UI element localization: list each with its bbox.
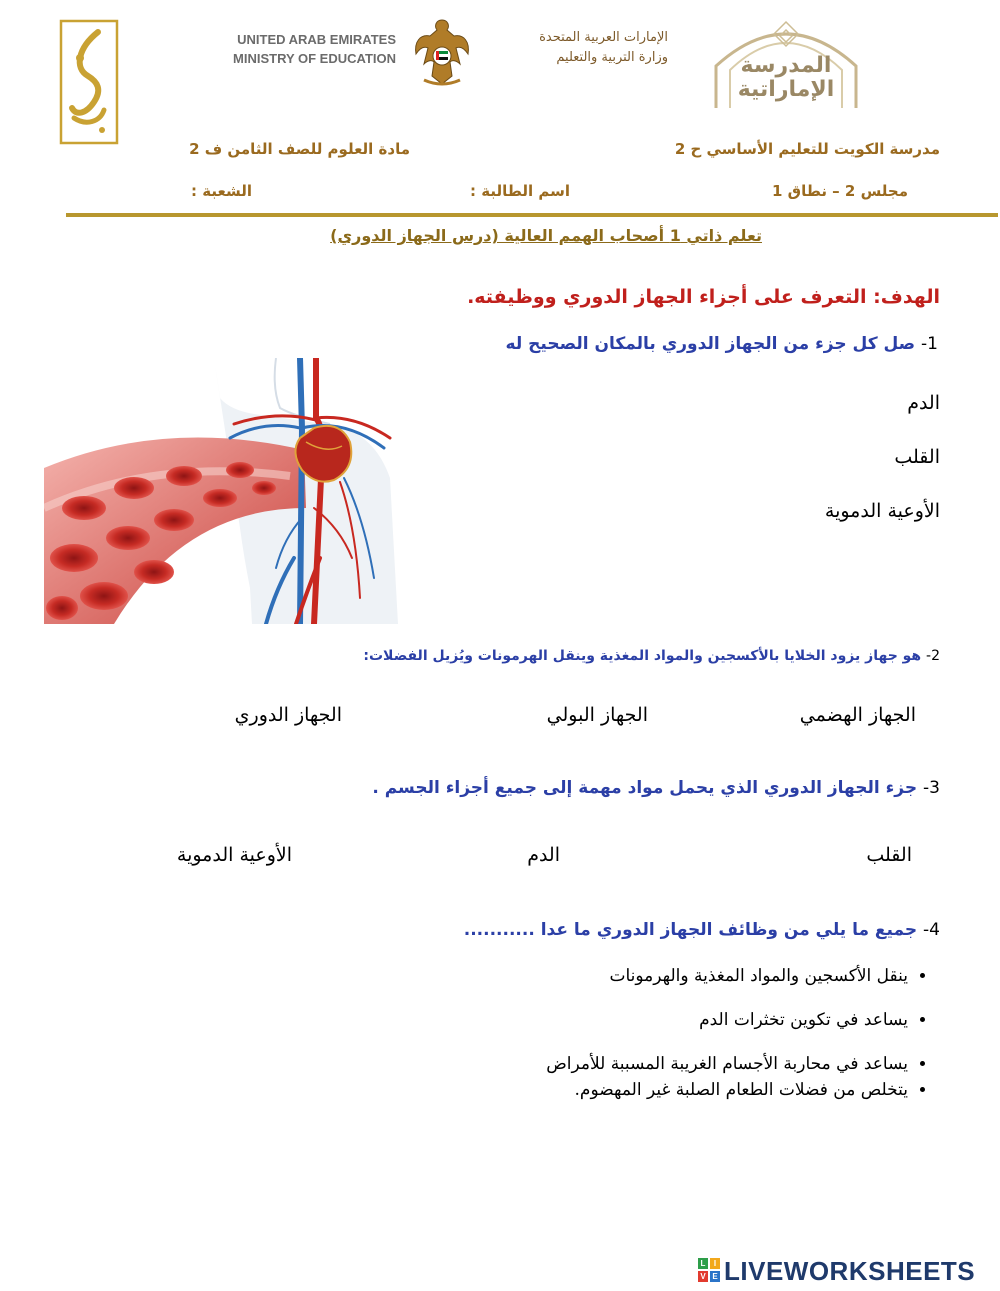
ministry-en-line1: UNITED ARAB EMIRATES (237, 32, 396, 47)
calligraphy-logo (58, 18, 120, 146)
question-3-text: جزء الجهاز الدوري الذي يحمل مواد مهمة إلى جميع أجزاء الجسم . (372, 778, 924, 798)
subject-line: مادة العلوم للصف الثامن ف 2 (189, 140, 410, 158)
q4-option-2[interactable]: • يساعد في تكوين تخثرات الدم (348, 1010, 908, 1030)
q2-option-circulatory[interactable]: الجهاز الدوري (234, 704, 342, 726)
brand-icon-letter-i: I (713, 1259, 717, 1268)
q2-option-digestive[interactable]: الجهاز الهضمي (799, 704, 916, 726)
q1-item-vessels[interactable]: الأوعية الدموية (824, 500, 940, 522)
question-2 (363, 648, 940, 664)
q2-option-urinary[interactable]: الجهاز البولي (546, 704, 648, 726)
student-name-label: اسم الطالبة : (470, 182, 570, 200)
q3-option-heart[interactable]: القلب (866, 844, 912, 866)
q4-option-4[interactable]: • يتخلص من فضلات الطعام الصلبة غير المهضوم. (348, 1080, 908, 1100)
ministry-ar-line1: الإمارات العربية المتحدة (539, 30, 668, 45)
emirati-school-logo (706, 8, 866, 108)
question-3-number: 3- (923, 778, 940, 798)
header-divider (66, 213, 998, 217)
liveworksheets-wordmark[interactable]: LIVEWORKSHEETS (724, 1256, 976, 1286)
q4-option-1[interactable]: • ينقل الأكسجين والمواد المغذية والهرمونات (348, 966, 908, 986)
lesson-goal: الهدف: التعرف على أجزاء الجهاز الدوري ووظيفته. (467, 286, 940, 308)
uae-emblem-icon (410, 14, 474, 90)
q4-options-list (348, 966, 936, 1100)
question-1 (506, 334, 938, 354)
brand-icon-letter-l: L (700, 1259, 706, 1268)
q3-option-vessels[interactable]: الأوعية الدموية (176, 844, 292, 866)
question-2-text: هو جهاز يزود الخلايا بالأكسجين والمواد المغذية وينقل الهرمونات ويُزيل الفضلات: (363, 648, 927, 664)
school-logo-line1: المدرسة (740, 53, 832, 78)
liveworksheets-logo (698, 1256, 994, 1286)
question-1-number: 1- (921, 334, 938, 354)
ministry-ar-line2: وزارة التربية والتعليم (556, 50, 668, 65)
q4-option-3[interactable]: • يساعد في محاربة الأجسام الغريبة المسببة للأمراض (348, 1054, 908, 1074)
q3-option-blood[interactable]: الدم (527, 844, 560, 866)
ministry-name-ar (482, 28, 668, 68)
question-1-text: صل كل جزء من الجهاز الدوري بالمكان الصحيح له (505, 334, 922, 354)
question-4-number: 4- (923, 920, 940, 940)
question-2-number: 2- (926, 648, 940, 664)
ministry-en-line2: MINISTRY OF EDUCATION (233, 51, 396, 66)
liveworksheets-icon (698, 1258, 720, 1282)
q1-item-blood[interactable]: الدم (907, 392, 940, 414)
ministry-name-en (200, 30, 396, 68)
brand-icon-letter-e: E (712, 1272, 718, 1281)
brand-icon-letter-v: V (700, 1272, 706, 1281)
school-name: مدرسة الكويت للتعليم الأساسي ح 2 (674, 140, 940, 158)
question-4 (464, 920, 940, 940)
q1-item-heart[interactable]: القلب (894, 446, 940, 468)
section-label: الشعبة : (191, 182, 252, 200)
page-title: تعلم ذاتي 1 أصحاب الهمم العالية (درس الجهاز الدوري) (330, 226, 762, 245)
council-line: مجلس 2 – نطاق 1 (772, 182, 908, 200)
question-3 (372, 778, 940, 798)
school-logo-line2: الإماراتية (737, 77, 835, 102)
circulatory-system-image (44, 358, 398, 624)
question-4-text: جميع ما يلي من وظائف الجهاز الدوري ما عدا ........... (463, 920, 924, 940)
